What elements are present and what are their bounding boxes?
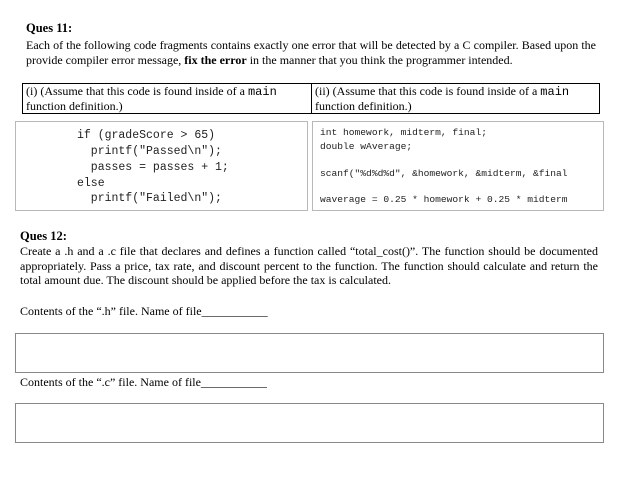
code-ii-line: waverage = 0.25 * homework + 0.25 * midterm	[320, 194, 568, 205]
part-ii-header	[312, 84, 600, 114]
q11-intro-tail: in the manner that you think the programmer intended.	[246, 52, 513, 67]
part-i-header	[23, 84, 312, 114]
code-i-line: if (gradeScore > 65)	[77, 129, 216, 142]
part-ii-tail: function definition.)	[315, 99, 412, 113]
code-i-line: else	[77, 177, 105, 190]
code-i-line: printf("Failed\n");	[77, 192, 222, 205]
q11-title: Ques 11:	[26, 21, 73, 35]
code-panel-ii	[312, 121, 604, 211]
part-i-tail: function definition.)	[26, 99, 123, 113]
code-ii-line: scanf("%d%d%d", &homework, &midterm, &final	[320, 168, 568, 179]
c-file-answer-box[interactable]	[15, 403, 604, 443]
code-i-line: printf("Passed\n");	[77, 145, 222, 158]
part-ii-text: (ii) (Assume that this code is found inside of a	[315, 84, 541, 98]
q12-title: Ques 12:	[20, 229, 67, 243]
q12-body: Create a .h and a .c file that declares and defines a function called “total_cost()”. The function should be documented appropriately. Pass a price, tax rate, and discount percent to the function. The function should calculate and return the total amount due. The discount should be applied before the tax is calculated.	[20, 244, 598, 287]
code-panel-i	[15, 121, 308, 211]
code-ii-line: double wAverage;	[320, 141, 413, 152]
part-i-text: (i) (Assume that this code is found inside of a	[26, 84, 248, 98]
q11-intro-text: Each of the following code fragments contains exactly one error that will be detected by a C compiler. Based upon the provide compiler error message,	[26, 38, 596, 67]
h-file-label: Contents of the “.h” file. Name of file___________	[20, 304, 268, 318]
q11-intro-bold: fix the error	[184, 52, 247, 67]
part-i-code: main	[247, 85, 277, 99]
q11-instructions	[26, 38, 596, 67]
h-file-answer-box[interactable]	[15, 333, 604, 373]
code-i-line: passes = passes + 1;	[77, 161, 229, 174]
q11-part-headers	[22, 83, 600, 114]
code-ii-line: int homework, midterm, final;	[320, 127, 487, 138]
part-ii-code: main	[540, 85, 570, 99]
c-file-label: Contents of the “.c” file. Name of file___________	[20, 375, 267, 389]
